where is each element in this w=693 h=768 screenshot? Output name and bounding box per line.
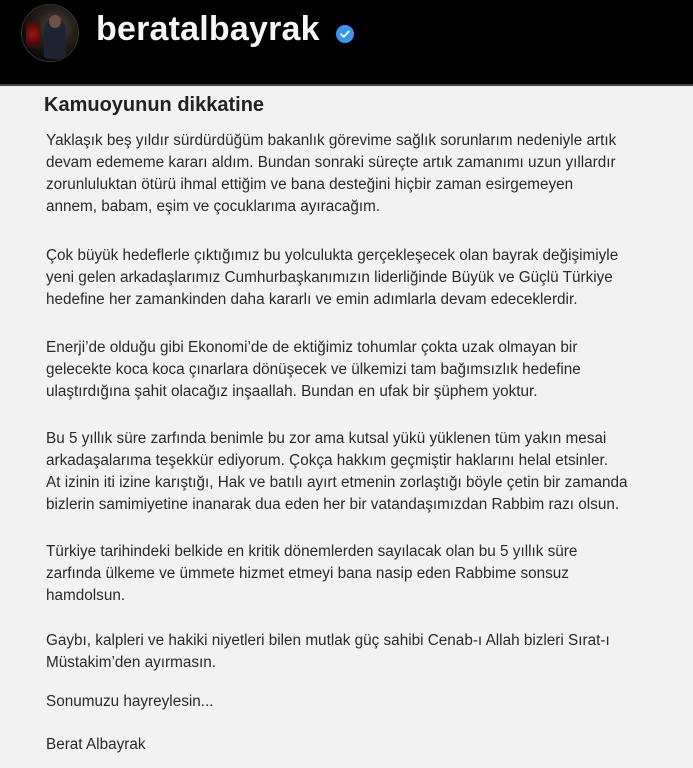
paragraph-2 [46,245,676,311]
paragraph-5 [46,541,676,607]
paragraph-line: Enerji’de olduğu gibi Ekonomi’de de ektiğimiz tohumlar çokta uzak olmayan bir [46,339,578,356]
paragraph-line: At izinin iti izine karıştığı, Hak ve batılı ayırt etmenin zorlaştığı böyle çetin bir zamanda [46,474,628,491]
paragraph-line: Müstakim’den ayırmasın. [46,654,217,671]
paragraph-line: zarfında ülkeme ve ümmete hizmet etmeyi bana nasip eden Rabbime sonsuz [46,565,569,582]
paragraph-1 [46,130,676,218]
paragraph-line: Türkiye tarihindeki belkide en kritik dönemlerden sayılacak olan bu 5 yıllık süre [46,543,578,560]
paragraph-line: gelecekte koca koca çınarlara dönüşecek ve ülkemizi tam bağımsızlık hedefine [46,361,581,378]
paragraph-line: Çok büyük hedeflerle çıktığımız bu yolculukta gerçekleşecek olan bayrak değişimiyle [46,247,619,264]
paragraph-line: arkadaşalarıma teşekkür ediyorum. Çokça hakkım geçmiştir haklarını helal etsinler. [46,452,608,469]
profile-header [0,0,693,84]
paragraph-line: annem, babam, eşim ve çocuklarıma ayıracağım. [46,198,381,215]
paragraph-line: bizlerin samimiyetine inanarak dua eden her bir vatandaşımızdan Rabbim razı olsun. [46,496,620,513]
verified-badge-icon [336,25,354,43]
paragraph-line: hedefine her zamankinden daha kararlı ve emin adımlarla devam edeceklerdir. [46,291,578,308]
paragraph-line: zorunluluktan ötürü ihmal ettiğim ve bana desteğini hiçbir zaman esirgemeyen [46,176,574,193]
signature-name: Berat Albayrak [46,736,146,753]
paragraph-line: Gaybı, kalpleri ve hakiki niyetleri bilen mutlak güç sahibi Cenab-ı Allah bizleri Sırat-ı [46,632,610,649]
username[interactable]: beratalbayrak [96,10,320,48]
paragraph-line: ulaştırdığına şahit olacağız inşaallah. Bundan en ufak bir şüphem yoktur. [46,383,538,400]
paragraph-line: yeni gelen arkadaşlarımız Cumhurbaşkanımızın liderliğinde Büyük ve Güçlü Türkiye [46,269,613,286]
paragraph-6 [46,630,676,674]
avatar[interactable] [21,4,79,62]
statement-title: Kamuoyunun dikkatine [44,94,265,116]
paragraph-line: Bu 5 yıllık süre zarfında benimle bu zor ama kutsal yükü yüklenen tüm yakın mesai [46,430,607,447]
paragraph-line: Sonumuzu hayreylesin... [46,693,214,710]
paragraph-line: devam edememe kararı aldım. Bundan sonraki süreçte artık zamanımı uzun yıllardır [46,154,616,171]
paragraph-line: hamdolsun. [46,587,126,604]
avatar-head [49,15,61,28]
paragraph-line: Yaklaşık beş yıldır sürdürdüğüm bakanlık görevime sağlık sorunlarım nedeniyle artık [46,132,617,149]
closing-line [46,691,676,713]
paragraph-4 [46,428,676,516]
avatar-background [26,19,40,49]
paragraph-3 [46,337,676,403]
signature [46,734,676,756]
